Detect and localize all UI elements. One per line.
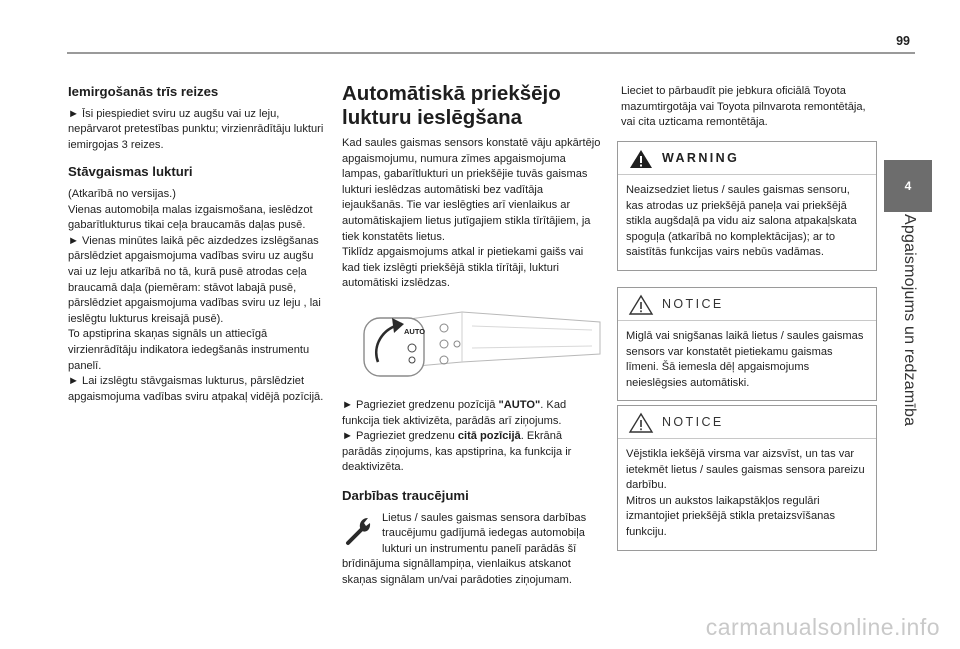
notice-text-2b: Mitros un aukstos laikapstākļos regulāri izmantojiet priekšējā stikla pretaizsvīšanas funkciju. bbox=[626, 494, 836, 538]
warning-label: WARNING bbox=[662, 151, 740, 165]
column-right bbox=[621, 84, 876, 131]
para-parking-version: (Atkarībā no versijas.) bbox=[68, 187, 176, 200]
notice-header-2 bbox=[618, 406, 876, 439]
notice-triangle-icon bbox=[628, 412, 654, 434]
header-rule bbox=[67, 52, 915, 54]
heading-parking-lights: Stāvgaismas lukturi bbox=[68, 164, 193, 180]
section-title: Automātiskā priekšējo lukturu ieslēgšana bbox=[342, 82, 561, 129]
heading-indicators: Iemirgošanās trīs reizes bbox=[68, 84, 219, 99]
auto-label: AUTO bbox=[404, 326, 426, 336]
lighting-stalk-illustration bbox=[342, 304, 604, 386]
para-auto-other: ► Pagrieziet gredzenu citā pozīcijā. Ekrānā parādās ziņojums, kas apstiprina, ka funkcija ir deaktivizēta. bbox=[342, 430, 572, 474]
chapter-title-vertical bbox=[884, 214, 932, 427]
notice-label-2: NOTICE bbox=[662, 415, 724, 429]
para-indicators: ► Īsi piespiediet sviru uz augšu vai uz leju, nepārvarot pretestības punktu; virzienrādītāju lukturi iemirgojas 3 reizes. bbox=[68, 107, 324, 151]
notice-body-2 bbox=[618, 439, 876, 550]
chapter-title: Apgaismojums un redzamība bbox=[901, 214, 918, 427]
notice-box-2 bbox=[617, 405, 877, 551]
para-auto-on: ► Pagrieziet gredzenu pozīcijā "AUTO". Kad funkcija tiek aktivizēta, parādās arī ziņojums. bbox=[342, 398, 567, 427]
warning-text: Neaizsedziet lietus / saules gaismas sensoru, kas atrodas uz priekšējā paneļa vai priekšējā stikla augšdaļā pa vidu aiz salona atpakaļskata spoguļa (atkarībā no komplektācijas); ar to saistītās funkcijas vairs nebūs vadāmas. bbox=[626, 184, 857, 259]
malfunction-block bbox=[342, 511, 604, 589]
notice-box-1 bbox=[617, 287, 877, 401]
para-auto-intro: Kad saules gaismas sensors konstatē vāju apkārtējo apgaismojumu, numura zīmes apgaismojuma lampas, gabarītlukturi un priekšējie tuvās gaismas lukturi ieslēdzas automātiski bez vadītāja iejaukšanās. Tie var ieslēgties arī vienlaikus ar automātiskajiem lietus jutīgajiem stikla tīrītājiem, ja tiek konstatēts lietus. bbox=[342, 137, 601, 243]
notice-text-1: Miglā vai snigšanas laikā lietus / saules gaismas sensors var konstatēt pietiekamu gaismas līmeni. Šā iemesla dēļ apgaismojums neieslēgsies automātiski. bbox=[626, 330, 864, 389]
warning-header bbox=[618, 142, 876, 175]
notice-text-2: Vējstikla iekšējā virsma var aizsvīst, un tas var ietekmēt lietus / saules gaismas sensora pareizu darbību. bbox=[626, 448, 865, 492]
wrench-icon bbox=[342, 513, 376, 547]
para-parking-desc: Vienas automobiļa malas izgaismošana, ieslēdzot gabarītlukturus tikai ceļa braucamās daļas pusē. bbox=[68, 203, 313, 232]
para-parking-confirm: To apstiprina skaņas signāls un attiecīgā virzienrādītāju indikatora iedegšanās instrumentu panelī. bbox=[68, 328, 310, 372]
para-dealer: Lieciet to pārbaudīt pie jebkura oficiālā Toyota mazumtirgotāja vai Toyota pilnvarota remontētāja, vai cita uzticama remontētāja. bbox=[621, 85, 866, 129]
para-parking-step1: ► Vienas minūtes laikā pēc aizdedzes izslēgšanas pārslēdziet apgaismojuma vadības sviru uz augšu vai uz leju atkarībā no tā, kurā pusē atrodas ceļa braucamā daļa (piemēram: stāvot labajā pusē, pārslēdziet apgaismojuma vadības sviru uz leju , lai ieslēgtu lukturus kreisajā pusē). bbox=[68, 234, 321, 325]
chapter-tab[interactable] bbox=[884, 160, 932, 212]
notice-label-1: NOTICE bbox=[662, 297, 724, 311]
page-number: 99 bbox=[896, 34, 910, 48]
para-parking-step2: ► Lai izslēgtu stāvgaismas lukturus, pārslēdziet apgaismojuma vadības sviru atpakaļ vidējā pozīcijā. bbox=[68, 375, 324, 403]
notice-triangle-icon bbox=[628, 294, 654, 316]
warning-box bbox=[617, 141, 877, 271]
chapter-number: 4 bbox=[904, 179, 912, 193]
notice-header-1 bbox=[618, 288, 876, 321]
para-auto-off: Tiklīdz apgaismojums atkal ir pietiekami gaišs vai kad tiek izslēgti priekšējā stikla tīrītāji, lukturi automātiski izslēdzas. bbox=[342, 246, 584, 290]
heading-malfunctions: Darbības traucējumi bbox=[342, 487, 469, 503]
warning-triangle-icon bbox=[628, 148, 654, 170]
watermark: carmanualsonline.info bbox=[705, 614, 940, 640]
column-left bbox=[68, 84, 330, 405]
para-malfunction: Lietus / saules gaismas sensora darbības traucējumu gadījumā iedegas automobiļa lukturi un instrumentu panelī parādās šī brīdinājuma signāllampiņa, vienlaikus atskanot skaņas signālam un/vai parādoties ziņojumam. bbox=[342, 511, 587, 586]
column-middle bbox=[342, 82, 604, 588]
stalk-svg bbox=[342, 304, 604, 386]
